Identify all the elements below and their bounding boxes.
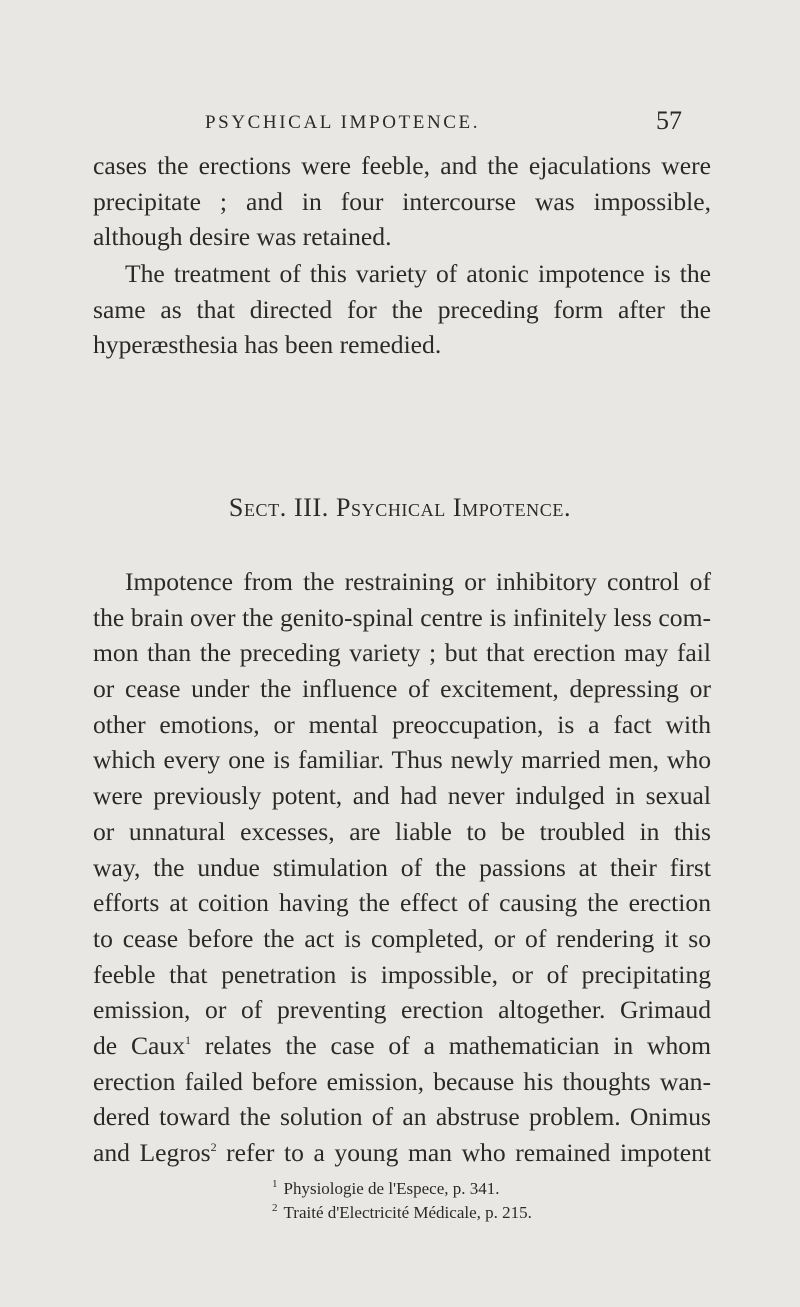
footnotes <box>272 1177 532 1225</box>
footnote <box>272 1177 532 1201</box>
footnote <box>272 1201 532 1225</box>
text-line: mon than the preceding variety ; but that erection may fail <box>93 638 711 668</box>
text-line: Impotence from the restraining or inhibitory control of <box>125 567 711 596</box>
footnote-text: Physiologie de l'Espece, p. 341. <box>283 1179 500 1198</box>
line-text: relates the case of a mathematician in whom <box>191 1030 711 1060</box>
text-line: or unnatural excesses, are liable to be troubled in this <box>93 816 711 846</box>
text-line: same as that directed for the preceding form after the <box>93 294 711 324</box>
text-line: efforts at coition having the effect of causing the erection <box>93 888 711 918</box>
text-line: the brain over the genito-spinal centre is infinitely less com- <box>93 602 711 632</box>
text-line: dered toward the solution of an abstruse problem. Onimus <box>93 1102 711 1132</box>
paragraph-continuation <box>93 148 711 255</box>
footnote-ref: 2 <box>210 1140 217 1154</box>
text-line: way, the undue stimulation of the passions at their first <box>93 852 711 882</box>
text-line: The treatment of this variety of atonic impotence is the <box>125 259 711 288</box>
text-line: erection failed before emission, because his thoughts wan- <box>93 1066 711 1096</box>
text-line: other emotions, or mental preoccupation, is a fact with <box>93 709 711 739</box>
footnote-text: Traité d'Electricité Médicale, p. 215. <box>283 1203 532 1222</box>
line-text: and Legros <box>93 1138 211 1167</box>
running-head <box>0 106 800 140</box>
line-text: de Caux <box>93 1030 186 1060</box>
text-line-with-footnote-ref <box>93 1028 711 1064</box>
paragraph-treatment <box>93 256 711 363</box>
text-line: which every one is familiar. Thus newly married men, who <box>93 745 711 775</box>
text-line: cases the erections were feeble, and the ejaculations were <box>93 151 711 180</box>
text-line-with-footnote-ref <box>93 1135 711 1171</box>
text-line: although desire was retained. <box>93 222 392 252</box>
running-title: PSYCHICAL IMPOTENCE. <box>205 112 481 133</box>
footnote-ref: 1 <box>185 1032 192 1047</box>
text-line: or cease under the influence of excitement, depressing or <box>93 674 711 704</box>
footnote-mark: 1 <box>272 1178 278 1190</box>
text-line: were previously potent, and had never indulged in sexual <box>93 781 711 811</box>
text-line: emission, or of preventing erection altogether. Grimaud <box>93 995 711 1025</box>
section-heading <box>0 493 800 523</box>
text-line: feeble that penetration is impossible, or of precipitating <box>93 959 711 989</box>
text-line: to cease before the act is completed, or of rendering it so <box>93 923 711 953</box>
page-number: 57 <box>656 106 682 135</box>
line-text: refer to a young man who remained impotent <box>216 1138 711 1167</box>
text-line: precipitate ; and in four intercourse was impossible, <box>93 186 711 216</box>
section-title: Psychical Impotence. <box>335 493 572 522</box>
text-line: hyperæsthesia has been remedied. <box>93 330 442 360</box>
section-label: Sect. III. <box>228 493 329 522</box>
footnote-mark: 2 <box>272 1202 278 1214</box>
paragraph-psychical-impotence <box>93 564 711 1171</box>
